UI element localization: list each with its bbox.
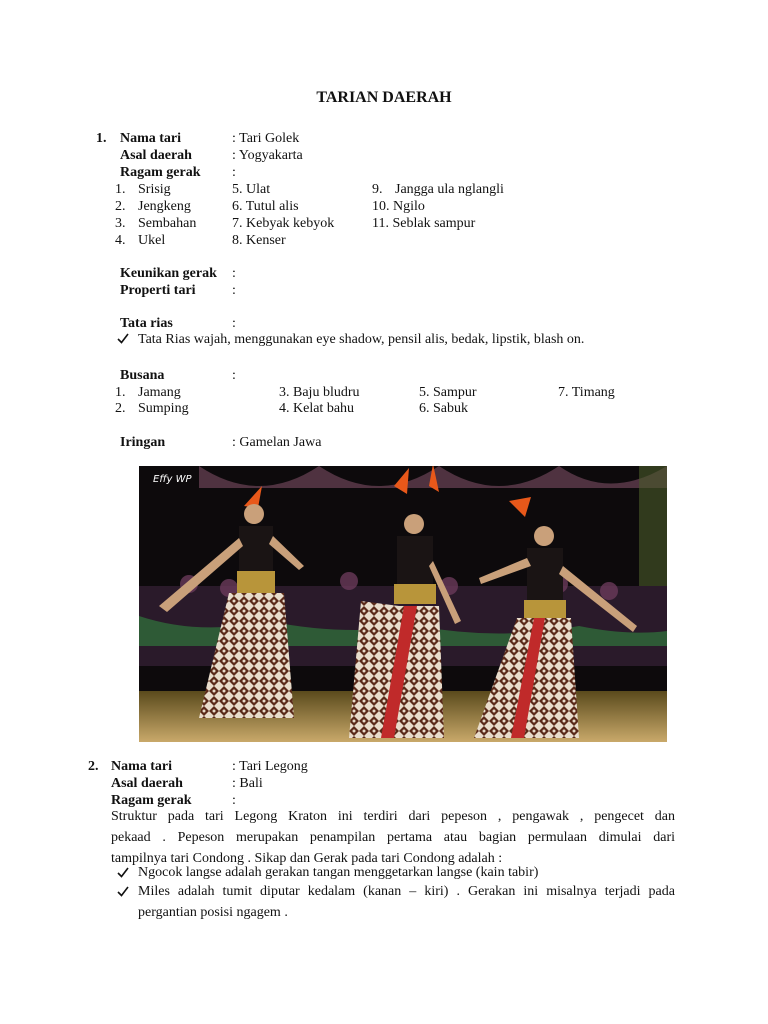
- ragam-num: 2.: [115, 199, 126, 214]
- ragam-item: 7. Kebyak kebyok: [232, 216, 335, 231]
- tata-rias-label: Tata rias: [120, 316, 173, 331]
- ragam-gerak-label: Ragam gerak: [111, 793, 192, 808]
- ragam-item: Ukel: [138, 233, 166, 248]
- asal-daerah-value: : Bali: [232, 776, 263, 791]
- ragam-gerak-label: Ragam gerak: [120, 165, 201, 180]
- ragam-num: 4.: [115, 233, 126, 248]
- bullet-item: Miles adalah tumit diputar kedalam (kanan – kiri) . Gerakan ini misalnya terjadi pada: [138, 884, 675, 899]
- ragam-item: 8. Kenser: [232, 233, 286, 248]
- busana-item: 5. Sampur: [419, 385, 477, 400]
- ragam-gerak-colon: :: [232, 165, 236, 180]
- busana-item: 4. Kelat bahu: [279, 401, 355, 416]
- photo-watermark: Effy WP: [153, 474, 192, 485]
- ragam-item: 5. Ulat: [232, 182, 271, 197]
- properti-label: Properti tari: [120, 283, 196, 298]
- tata-rias-item: Tata Rias wajah, menggunakan eye shadow, pensil alis, bedak, lipstik, blash on.: [138, 332, 585, 347]
- section-number: 2.: [88, 759, 99, 774]
- checkmark-icon: [117, 333, 129, 344]
- ragam-item: Jengkeng: [138, 199, 191, 214]
- asal-daerah-label: Asal daerah: [111, 776, 183, 791]
- bullet-item: Ngocok langse adalah gerakan tangan menggetarkan langse (kain tabir): [138, 865, 539, 880]
- ragam-gerak-colon: :: [232, 793, 236, 808]
- nama-tari-value: : Tari Legong: [232, 759, 308, 774]
- nama-tari-value: : Tari Golek: [232, 131, 300, 146]
- asal-daerah-value: : Yogyakarta: [232, 148, 303, 163]
- busana-colon: :: [232, 368, 236, 383]
- tata-rias-colon: :: [232, 316, 236, 331]
- iringan-label: Iringan: [120, 435, 166, 450]
- nama-tari-label: Nama tari: [111, 759, 173, 774]
- keunikan-label: Keunikan gerak: [120, 266, 217, 281]
- dance-photo: [139, 466, 667, 742]
- paragraph-line: tampilnya tari Condong . Sikap dan Gerak pada tari Condong adalah :: [111, 851, 503, 866]
- nama-tari-label: Nama tari: [120, 131, 182, 146]
- paragraph-line: pekaad . Pepeson merupakan penampilan pertama atau bagian permulaan dimulai dari: [111, 830, 675, 845]
- busana-label: Busana: [120, 368, 165, 383]
- ragam-item: 11. Seblak sampur: [372, 216, 476, 231]
- asal-daerah-label: Asal daerah: [120, 148, 192, 163]
- ragam-item: 6. Tutul alis: [232, 199, 299, 214]
- busana-item: Sumping: [138, 401, 189, 416]
- busana-item: 7. Timang: [558, 385, 615, 400]
- ragam-num: 3.: [115, 216, 126, 231]
- busana-item: 3. Baju bludru: [279, 385, 360, 400]
- busana-num: 1.: [115, 385, 126, 400]
- tari-golek-dancers-image: [139, 466, 667, 742]
- iringan-value: : Gamelan Jawa: [232, 435, 322, 450]
- ragam-item: 10. Ngilo: [372, 199, 425, 214]
- ragam-num: 9.: [372, 182, 383, 197]
- busana-item: 6. Sabuk: [419, 401, 468, 416]
- busana-item: Jamang: [138, 385, 181, 400]
- properti-colon: :: [232, 283, 236, 298]
- busana-num: 2.: [115, 401, 126, 416]
- checkmark-icon: [117, 886, 129, 897]
- keunikan-colon: :: [232, 266, 236, 281]
- checkmark-icon: [117, 867, 129, 878]
- ragam-item: Srisig: [138, 182, 171, 197]
- ragam-num: 1.: [115, 182, 126, 197]
- bullet-item-continued: pergantian posisi ngagem .: [138, 905, 288, 920]
- paragraph-line: Struktur pada tari Legong Kraton ini terdiri dari pepeson , pengawak , pengecet dan: [111, 809, 675, 824]
- section-number: 1.: [96, 131, 107, 146]
- ragam-item: Jangga ula nglangli: [395, 182, 504, 197]
- ragam-item: Sembahan: [138, 216, 197, 231]
- page-title: TARIAN DAERAH: [316, 89, 452, 106]
